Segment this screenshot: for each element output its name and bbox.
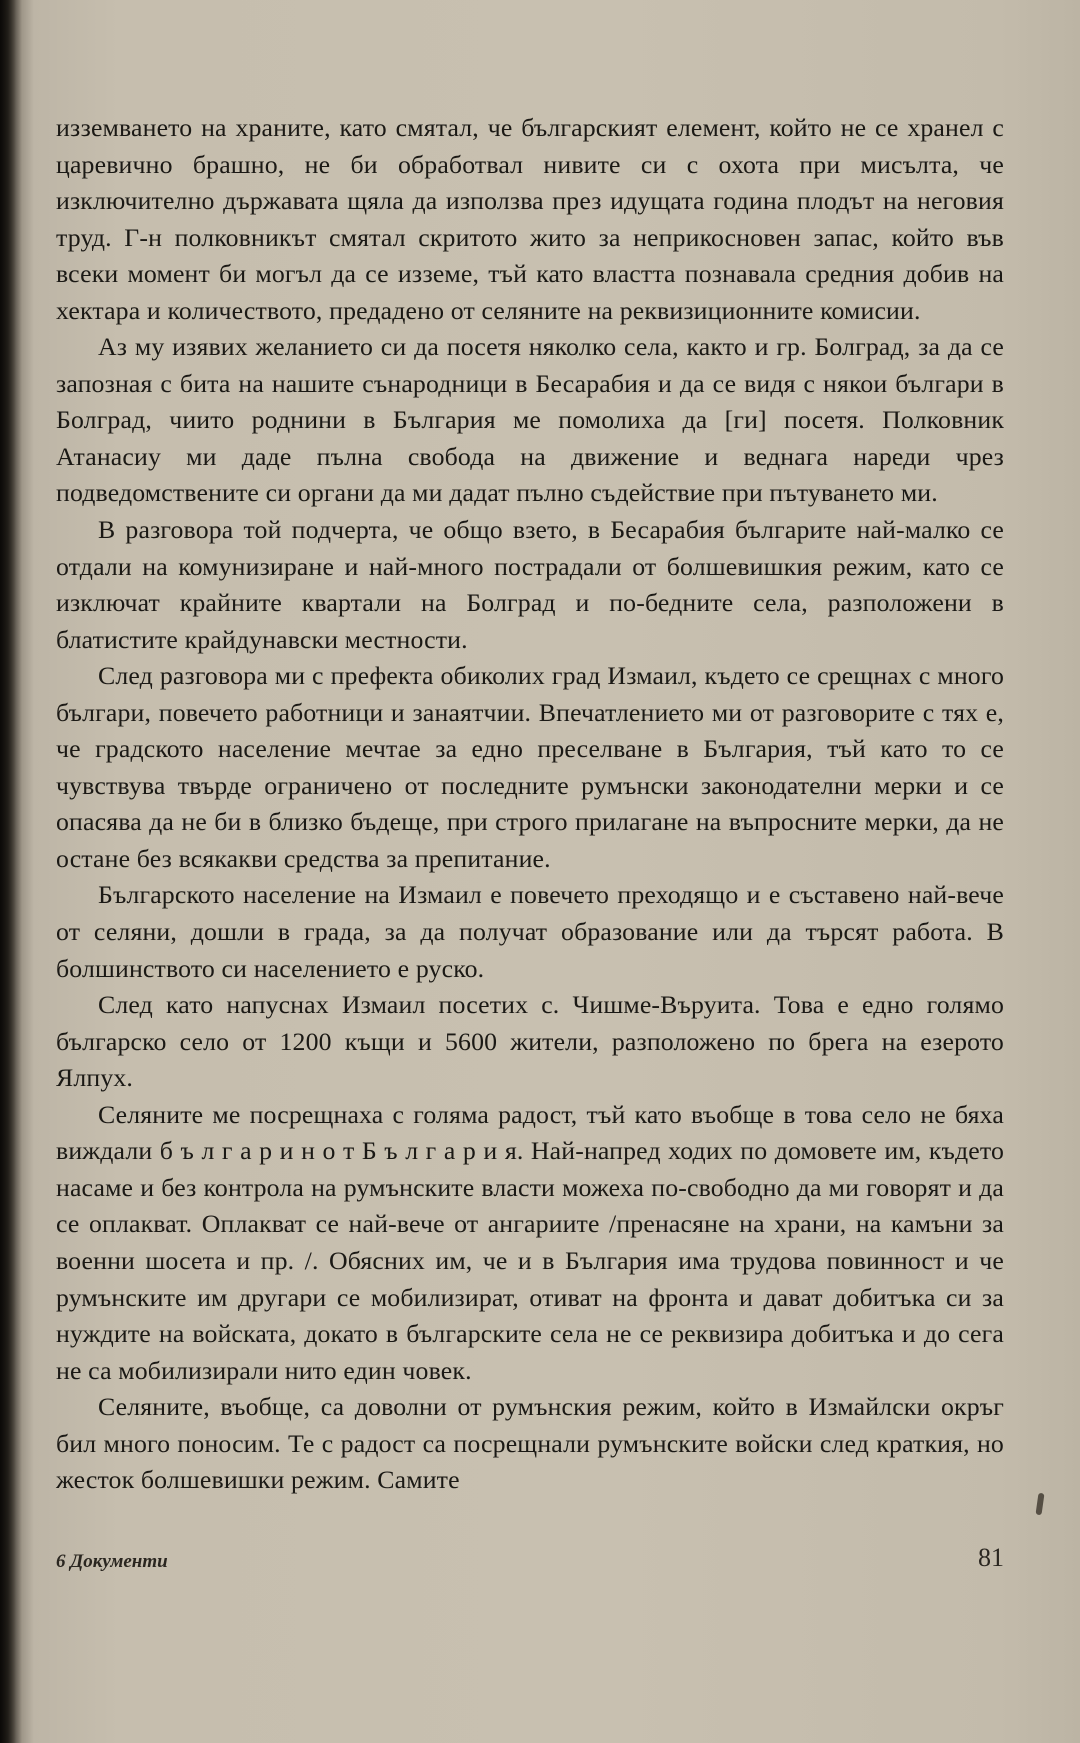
paragraph-3: В разговора той подчерта, че общо взето, в Бесарабия българите най-малко се отдали на комунизиране и най-много пострадали от болшевишкия режим, като се изключат крайните квартали на Болград и по-бедните села, разположени в блатистите крайдунавски местности. (56, 515, 1004, 654)
paragraph-8: Селяните, въобще, са доволни от румънския режим, който в Измайлски окръг бил много поносим. Те с радост са посрещнали румънските войски след краткия, но жесток болшевишки режим. Самите (56, 1392, 1004, 1495)
page-number: 81 (978, 1543, 1004, 1572)
paragraph-2: Аз му изявих желанието си да посетя няколко села, както и гр. Болград, за да се запозная с бита на нашите сънародници в Бесарабия и да се видя с някои българи в Болград, чиито роднини в България ме помолиха да [ги] посетя. Полковник Атанасиу ми даде пълна свобода на движение и веднага нареди чрез подведомствените си органи да ми дадат пълно съдействие при пътуването ми. (56, 332, 1004, 508)
body-text (56, 110, 1004, 1499)
paragraph-7: Селяните ме посрещнаха с голяма радост, тъй като въобще в това село не бяха виждали б ъ л г а р и н о т Б ъ л г а р и я. Най-напред ходих по домовете им, където насаме и без контрола на румънските власти можеха по-свободно да ми говорят и да се оплакват. Оплакват се най-вече от ангариите /пренасяне на храни, на камъни за военни шосета и пр. /. Обясних им, че и в България има трудова повинност и че румънските им другари се мобилизират, отиват на фронта и дават добитъка си за нуждите на войската, докато в българските села не се реквизира добитъка и до сега не са мобилизирали нито един човек. (56, 1099, 1004, 1385)
margin-mark (1035, 1493, 1044, 1516)
paragraph-6: След като напуснах Измаил посетих с. Чишме-Въруита. Това е едно голямо българско село от 1200 къщи и 5600 жители, разположено по брега на езерото Ялпух. (56, 990, 1004, 1093)
footer-section-label: 6 Документи (56, 1551, 168, 1572)
paragraph-4: След разговора ми с префекта обиколих град Измаил, където се срещнах с много българи, повечето работници и занаятчии. Впечатлението ми от разговорите с тях е, че градското население мечтае за едно преселване в България, тъй като то се чувствува твърде ограничено от последните румънски законодателни мерки и се опасява да не би в близко бъдеще, при строго прилагане на въпросните мерки, да не остане без всякакви средства за препитание. (56, 661, 1004, 873)
paragraph-1: изземването на храните, като смятал, че българският елемент, който не се хранел с царевично брашно, не би обработвал нивите си с охота при мисълта, че изключително държавата щяла да използва през идущата година плодът на неговия труд. Г-н полковникът смятал скритото жито за неприкосновен запас, който във всеки момент би могъл да се изземе, тъй като властта познавала средния добив на хектара и количеството, предадено от селяните на реквизиционните комисии. (56, 113, 1004, 325)
paragraph-5: Българското население на Измаил е повечето преходящо и е съставено най-вече от селяни, дошли в града, за да получат образование или да търсят работа. В болшинството си населението е руско. (56, 880, 1004, 983)
